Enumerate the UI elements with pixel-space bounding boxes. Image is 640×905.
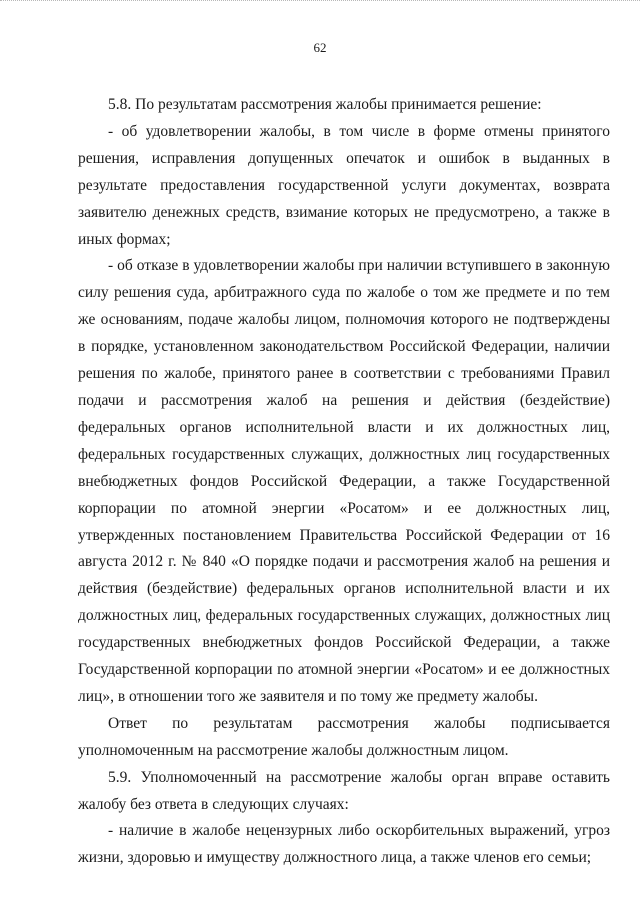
paragraph-5-8-heading: 5.8. По результатам рассмотрения жалобы принимается решение: [108,96,542,113]
paragraph-refuse-complaint: - об отказе в удовлетворении жалобы при наличии вступившего в законную силу решения суда, арбитражного суда по жалобе о том же предмете и по тем же основаниям, подаче жалобы лицом, полномочия которого не подтверждены в порядке, установленном законодательством Российской Федерации, наличии решения по жалобе, принятого ранее в соответствии с требованиями Правил подачи и рассмотрения жалоб на решения и действия (бездействие) федеральных органов исполнительной власти и их должностных лиц, федеральных государственных служащих, должностных лиц государственных внебюджетных фондов Российской Федерации, а также Государственной корпорации по атомной энергии «Росатом» и ее должностных лиц, утвержденных постановлением Правительства Российской Федерации от 16 августа 2012 г. № 840 «О порядке подачи и рассмотрения жалоб на решения и действия (бездействие) федеральных органов исполнительной власти и их должностных лиц, федеральных государственных служащих, должностных лиц государственных внебюджетных фондов Российской Федерации, а также Государственной корпорации по атомной энергии «Росатом» и ее должностных лиц», в отношении того же заявителя и по тому же предмету жалобы. [78,257,610,705]
page-number: 62 [313,40,327,55]
paragraph-satisfy-complaint: - об удовлетворении жалобы, в том числе в форме отмены принятого решения, исправления допущенных опечаток и ошибок в выданных в результате предоставления государственной услуги документах, возврата заявителю денежных средств, взимание которых не предусмотрено, а также в иных формах; [78,122,610,248]
scan-top-edge [0,0,640,15]
paragraph-obscene-content: - наличие в жалобе нецензурных либо оскорбительных выражений, угроз жизни, здоровью и имуществу должностного лица, а также членов его семьи; [78,822,610,867]
paragraph-5-9-heading: 5.9. Уполномоченный на рассмотрение жалобы орган вправе оставить жалобу без ответа в следующих случаях: [78,768,610,813]
document-body [78,92,610,872]
paragraph-response-signature: Ответ по результатам рассмотрения жалобы подписывается уполномоченным на рассмотрение жалобы должностным лицом. [78,714,610,759]
